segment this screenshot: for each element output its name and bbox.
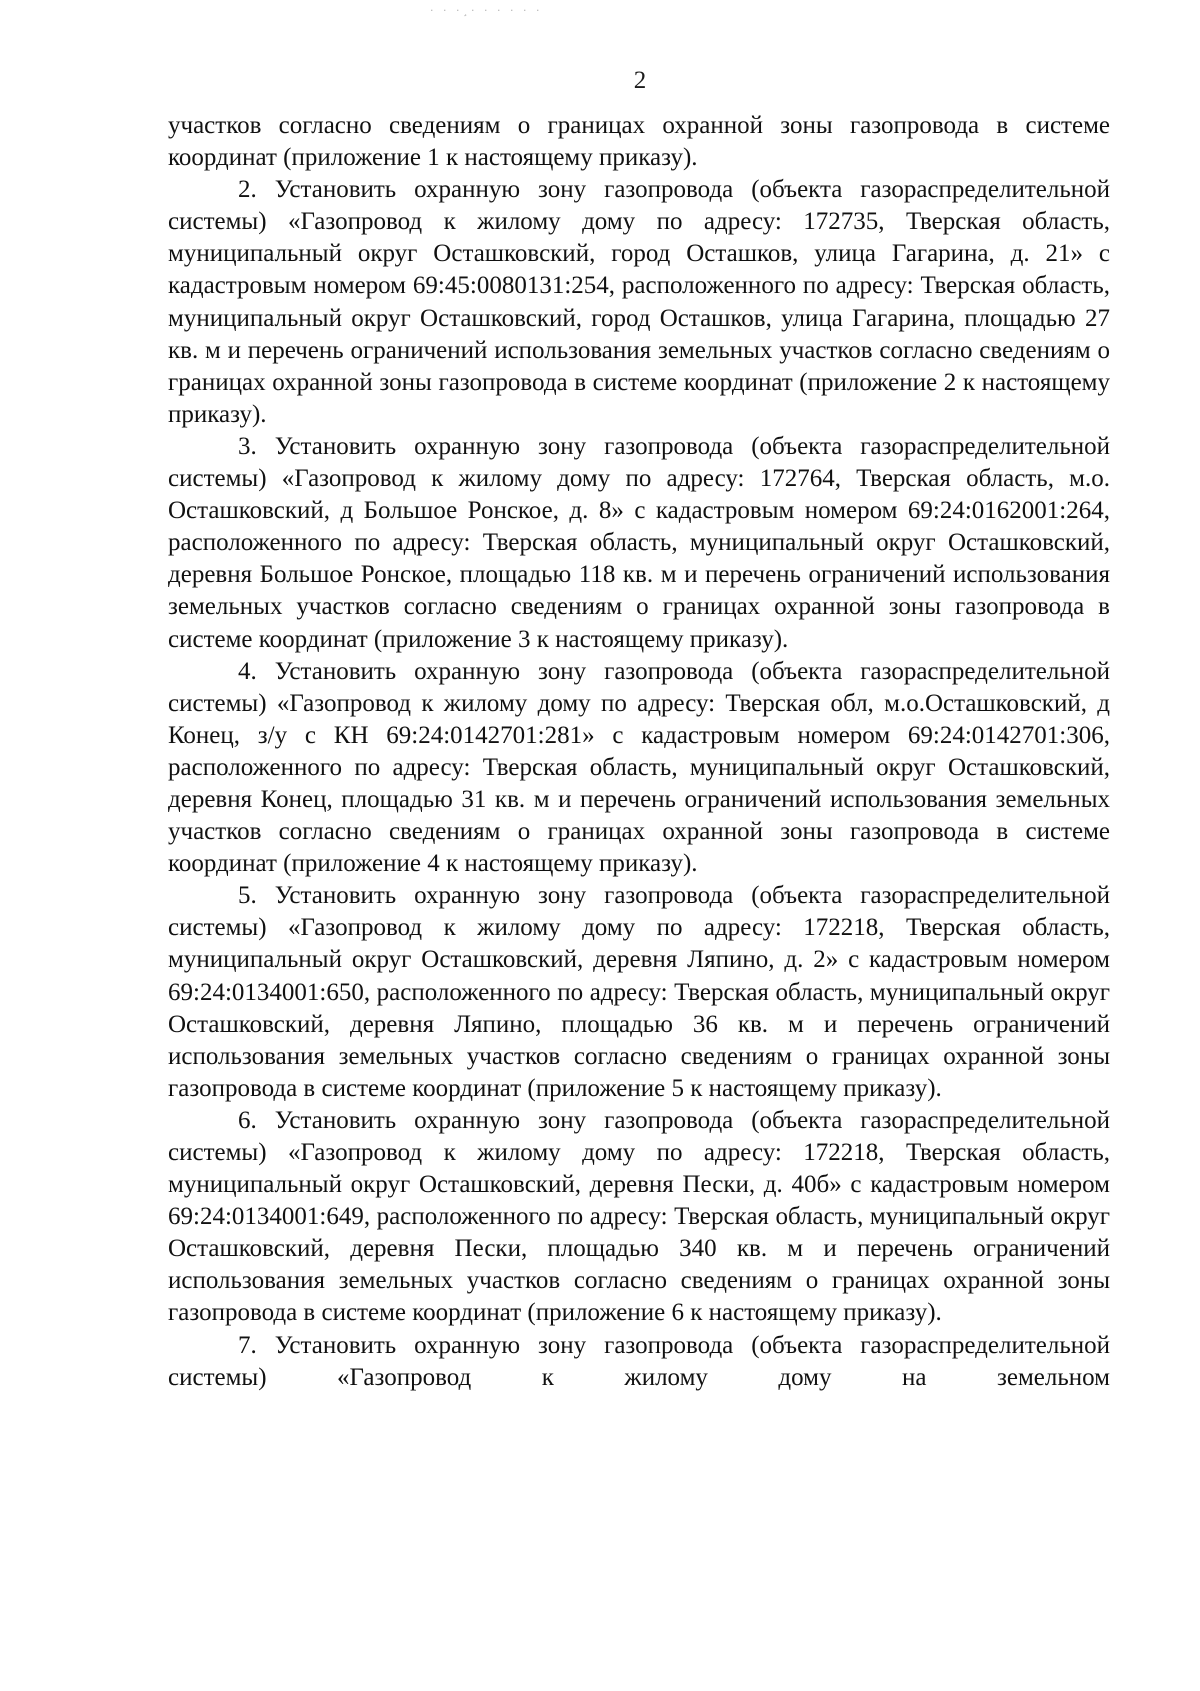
paragraph-item-4: [168, 656, 1110, 881]
paragraph-text: Установить охранную зону газопровода (объекта газораспределительной системы) «Газопровод к жилому дому по адресу: 172218, Тверская область, муниципальный округ Осташковский, деревня Пески, д. 40б» с кадастровым номером 69:24:0134001:649, расположенного по адресу: Тверская область, муниципальный округ Осташковский, деревня Пески, площадью 340 кв. м и перечень ограничений использования земельных участков согласно сведениям о границах охранной зоны газопровода в системе координат (приложение 6 к настоящему приказу).: [168, 1106, 1111, 1327]
paragraph-text: Установить охранную зону газопровода (объекта газораспределительной системы) «Газопровод к жилому дому по адресу: 172735, Тверская область, муниципальный округ Осташковский, город Осташков, улица Гагарина, д. 21» с кадастровым номером 69:45:0080131:254, расположенного по адресу: Тверская область, муниципальный округ Осташковский, город Осташков, улица Гагарина, площадью 27 кв. м и перечень ограничений использования земельных участков согласно сведениям о границах охранной зоны газопровода в системе координат (приложение 2 к настоящему приказу).: [168, 176, 1111, 428]
paragraph-text: Установить охранную зону газопровода (объекта газораспределительной системы) «Газопровод к жилому дому по адресу: 172218, Тверская область, муниципальный округ Осташковский, деревня Ляпино, д. 2» с кадастровым номером 69:24:0134001:650, расположенного по адресу: Тверская область, муниципальный округ Осташковский, деревня Ляпино, площадью 36 кв. м и перечень ограничений использования земельных участков согласно сведениям о границах охранной зоны газопровода в системе координат (приложение 5 к настоящему приказу).: [168, 882, 1111, 1102]
paragraph-text: Установить охранную зону газопровода (объекта газораспределительной системы) «Газопровод к жилому дому по адресу: Тверская обл, м.о.Осташковский, д Конец, з/у с КН 69:24:0142701:281» с кадастровым номером 69:24:0142701:306, расположенного по адресу: Тверская область, муниципальный округ Осташковский, деревня Конец, площадью 31 кв. м и перечень ограничений использования земельных участков согласно сведениям о границах охранной зоны газопровода в системе координат (приложение 4 к настоящему приказу).: [168, 657, 1111, 878]
paragraph-text: Установить охранную зону газопровода (объекта газораспределительной системы) «Газопровод к жилому дому по адресу: 172764, Тверская область, м.о. Осташковский, д Большое Ронское, д. 8» с кадастровым номером 69:24:0162001:264, расположенного по адресу: Тверская область, муниципальный округ Осташковский, деревня Большое Ронское, площадью 118 кв. м и перечень ограничений использования земельных участков согласно сведениям о границах охранной зоны газопровода в системе координат (приложение 3 к настоящему приказу).: [168, 432, 1111, 653]
paragraph-item-3: [168, 431, 1110, 656]
item-number: 5.: [238, 882, 257, 910]
paragraph-item-7: [168, 1330, 1110, 1394]
paragraph-item-6: [168, 1105, 1110, 1330]
paragraph-text: участков согласно сведениям о границах охранной зоны газопровода в системе координат (приложение 1 к настоящему приказу).: [168, 112, 1110, 172]
paragraph-text: Установить охранную зону газопровода (объекта газораспределительной системы) «Газопровод к жилому дому на земельном: [168, 1331, 1111, 1391]
item-number: 7.: [238, 1331, 257, 1359]
paragraph-continuation: [168, 110, 1110, 174]
paragraph-item-2: [168, 174, 1110, 431]
item-number: 6.: [238, 1106, 257, 1134]
scan-artifact: · · ·¸· · · · · ·: [430, 4, 543, 17]
paragraph-item-5: [168, 880, 1110, 1105]
page-number: 2: [633, 67, 647, 94]
document-body: [168, 110, 1110, 1394]
item-number: 3.: [238, 432, 257, 460]
item-number: 4.: [238, 657, 257, 685]
item-number: 2.: [238, 176, 257, 204]
